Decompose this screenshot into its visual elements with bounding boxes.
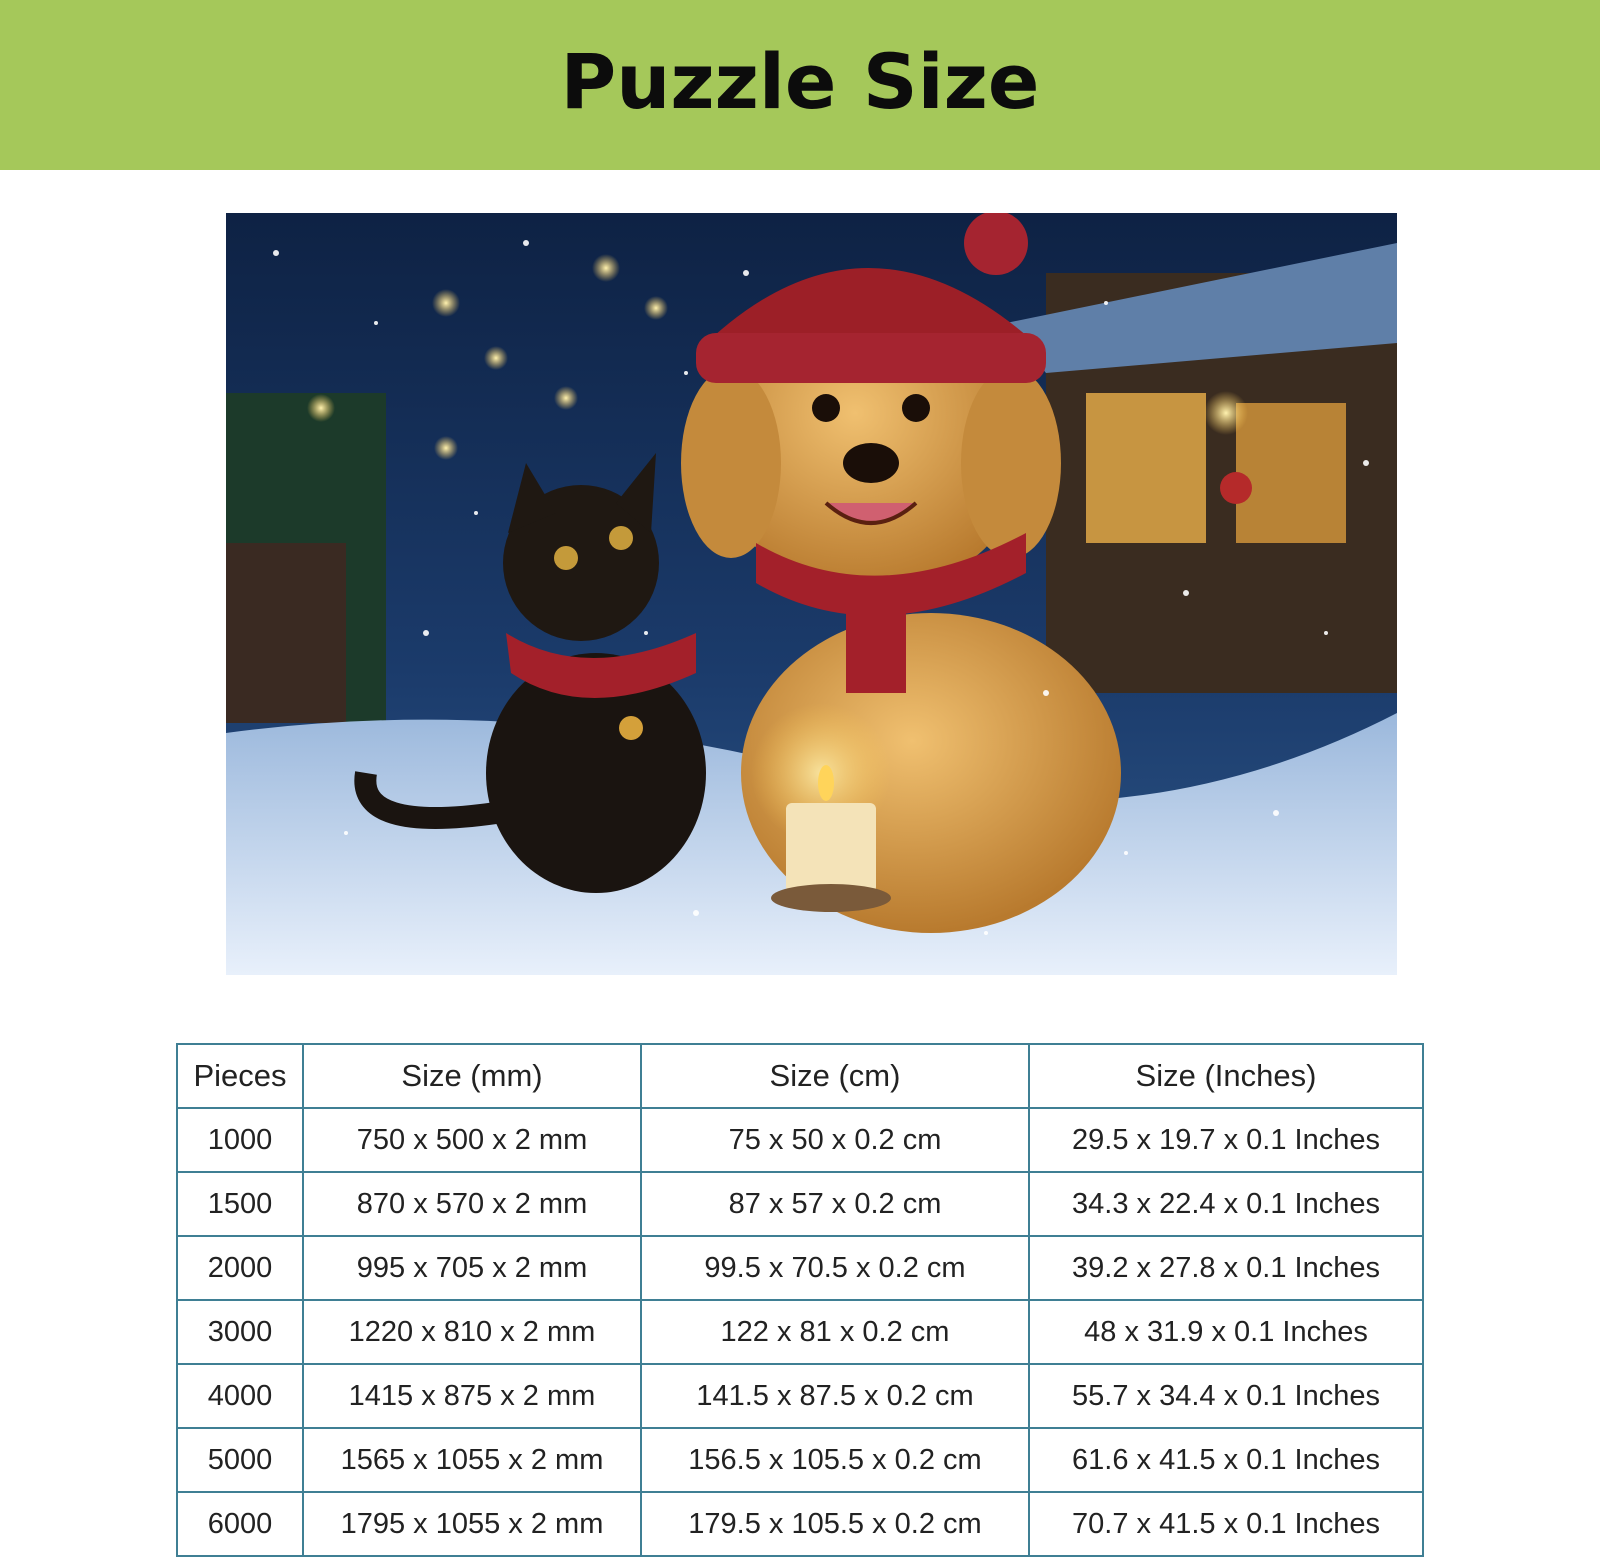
page-title: Puzzle Size <box>560 36 1040 126</box>
cell-size-inches: 39.2 x 27.8 x 0.1 Inches <box>1029 1236 1423 1300</box>
table-row <box>177 1172 1423 1236</box>
cell-size-cm: 179.5 x 105.5 x 0.2 cm <box>641 1492 1029 1556</box>
table-row <box>177 1492 1423 1556</box>
header-pieces: Pieces <box>177 1044 303 1108</box>
header-size-cm: Size (cm) <box>641 1044 1029 1108</box>
table-row <box>177 1300 1423 1364</box>
size-table <box>176 1043 1424 1557</box>
cell-size-mm: 1415 x 875 x 2 mm <box>303 1364 641 1428</box>
puzzle-image <box>226 213 1397 975</box>
cell-pieces: 6000 <box>177 1492 303 1556</box>
cell-size-inches: 29.5 x 19.7 x 0.1 Inches <box>1029 1108 1423 1172</box>
cell-size-mm: 870 x 570 x 2 mm <box>303 1172 641 1236</box>
cell-size-mm: 1795 x 1055 x 2 mm <box>303 1492 641 1556</box>
cell-size-cm: 122 x 81 x 0.2 cm <box>641 1300 1029 1364</box>
cell-pieces: 5000 <box>177 1428 303 1492</box>
table-row <box>177 1108 1423 1172</box>
cell-pieces: 1500 <box>177 1172 303 1236</box>
cell-size-cm: 99.5 x 70.5 x 0.2 cm <box>641 1236 1029 1300</box>
cell-size-cm: 156.5 x 105.5 x 0.2 cm <box>641 1428 1029 1492</box>
cell-size-cm: 141.5 x 87.5 x 0.2 cm <box>641 1364 1029 1428</box>
header-size-inches: Size (Inches) <box>1029 1044 1423 1108</box>
cell-size-inches: 55.7 x 34.4 x 0.1 Inches <box>1029 1364 1423 1428</box>
cell-pieces: 3000 <box>177 1300 303 1364</box>
table-row <box>177 1236 1423 1300</box>
cell-size-inches: 70.7 x 41.5 x 0.1 Inches <box>1029 1492 1423 1556</box>
cell-size-mm: 750 x 500 x 2 mm <box>303 1108 641 1172</box>
cell-pieces: 1000 <box>177 1108 303 1172</box>
cell-size-cm: 75 x 50 x 0.2 cm <box>641 1108 1029 1172</box>
table-row <box>177 1364 1423 1428</box>
table-header-row <box>177 1044 1423 1108</box>
header-size-mm: Size (mm) <box>303 1044 641 1108</box>
cell-size-inches: 61.6 x 41.5 x 0.1 Inches <box>1029 1428 1423 1492</box>
cell-pieces: 4000 <box>177 1364 303 1428</box>
cell-size-mm: 995 x 705 x 2 mm <box>303 1236 641 1300</box>
cell-size-mm: 1220 x 810 x 2 mm <box>303 1300 641 1364</box>
cell-pieces: 2000 <box>177 1236 303 1300</box>
cell-size-mm: 1565 x 1055 x 2 mm <box>303 1428 641 1492</box>
cell-size-inches: 34.3 x 22.4 x 0.1 Inches <box>1029 1172 1423 1236</box>
cell-size-inches: 48 x 31.9 x 0.1 Inches <box>1029 1300 1423 1364</box>
table-row <box>177 1428 1423 1492</box>
title-banner <box>0 0 1600 170</box>
cell-size-cm: 87 x 57 x 0.2 cm <box>641 1172 1029 1236</box>
